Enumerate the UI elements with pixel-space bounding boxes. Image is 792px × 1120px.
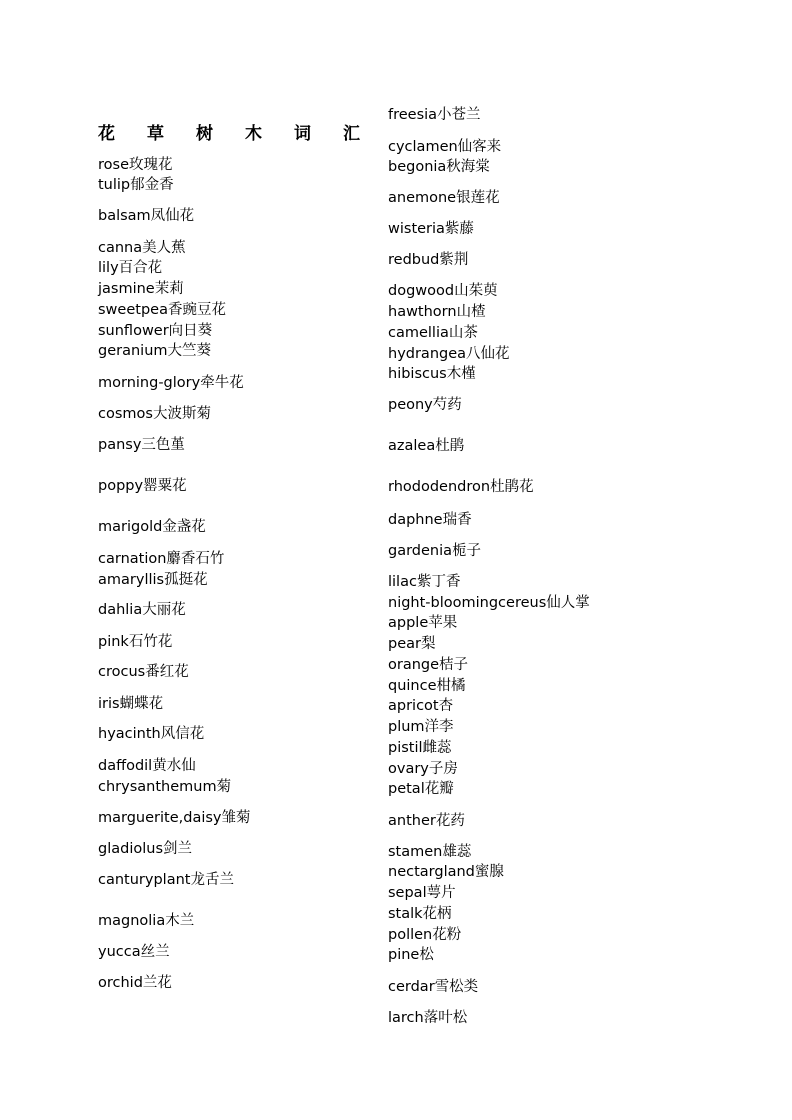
vocab-entry: pistil雌蕊 <box>388 740 452 756</box>
vocab-entry: poppy罂粟花 <box>98 478 187 494</box>
vocab-entry: apple苹果 <box>388 615 458 631</box>
vocab-entry: marguerite,daisy雏菊 <box>98 810 251 826</box>
vocab-entry: orange桔子 <box>388 657 469 673</box>
vocab-entry: anemone银莲花 <box>388 190 500 206</box>
vocab-entry: dahlia大丽花 <box>98 602 186 618</box>
vocab-entry: canturyplant龙舌兰 <box>98 872 234 888</box>
vocab-entry: tulip郁金香 <box>98 177 174 193</box>
vocab-entry: carnation麝香石竹 <box>98 551 225 567</box>
vocab-entry: daffodil黄水仙 <box>98 758 196 774</box>
title-char: 汇 <box>343 124 360 144</box>
vocab-entry: nectargland蜜腺 <box>388 864 504 880</box>
vocab-entry: gardenia栀子 <box>388 543 482 559</box>
vocab-entry: sepal萼片 <box>388 885 456 901</box>
vocab-entry: hawthorn山楂 <box>388 304 486 320</box>
vocab-entry: redbud紫荆 <box>388 252 469 268</box>
vocab-entry: daphne瑞香 <box>388 512 472 528</box>
vocab-entry: crocus番红花 <box>98 664 189 680</box>
title-char: 花 <box>98 124 115 144</box>
vocab-entry: cyclamen仙客来 <box>388 139 502 155</box>
title-char: 词 <box>294 124 311 144</box>
vocab-entry: pollen花粉 <box>388 927 462 943</box>
vocab-entry: amaryllis孤挺花 <box>98 572 208 588</box>
vocab-entry: hibiscus木槿 <box>388 366 476 382</box>
vocab-entry: begonia秋海棠 <box>388 159 490 175</box>
vocab-entry: azalea杜鹃 <box>388 438 465 454</box>
vocab-entry: geranium大竺葵 <box>98 343 212 359</box>
title-char: 树 <box>196 124 213 144</box>
vocab-entry: anther花药 <box>388 813 465 829</box>
vocab-entry: pansy三色堇 <box>98 437 185 453</box>
vocab-entry: marigold金盏花 <box>98 519 206 535</box>
vocab-entry: camellia山茶 <box>388 325 478 341</box>
vocab-entry: freesia小苍兰 <box>388 107 481 123</box>
vocab-entry: rhododendron杜鹃花 <box>388 479 534 495</box>
vocab-entry: hyacinth风信花 <box>98 726 205 742</box>
title-char: 木 <box>245 124 262 144</box>
vocab-entry: stamen雄蕊 <box>388 844 472 860</box>
title-char: 草 <box>147 124 164 144</box>
vocab-entry: chrysanthemum菊 <box>98 779 232 795</box>
vocab-entry: orchid兰花 <box>98 975 172 991</box>
vocab-entry: magnolia木兰 <box>98 913 195 929</box>
vocab-entry: sweetpea香豌豆花 <box>98 302 226 318</box>
vocab-entry: yucca丝兰 <box>98 944 170 960</box>
vocab-entry: stalk花柄 <box>388 906 452 922</box>
vocab-entry: night-bloomingcereus仙人掌 <box>388 595 590 611</box>
vocab-entry: larch落叶松 <box>388 1010 468 1026</box>
vocab-entry: peony芍药 <box>388 397 462 413</box>
vocab-entry: cosmos大波斯菊 <box>98 406 211 422</box>
vocab-entry: petal花瓣 <box>388 781 454 797</box>
vocab-entry: dogwood山茱萸 <box>388 283 498 299</box>
vocab-entry: morning-glory牵牛花 <box>98 375 244 391</box>
vocab-entry: pink石竹花 <box>98 634 173 650</box>
vocab-entry: balsam凤仙花 <box>98 208 195 224</box>
vocab-entry: ovary子房 <box>388 761 458 777</box>
vocab-entry: jasmine茉莉 <box>98 281 184 297</box>
vocab-entry: iris蝴蝶花 <box>98 696 164 712</box>
vocab-entry: plum洋李 <box>388 719 454 735</box>
vocab-entry: sunflower向日葵 <box>98 323 213 339</box>
vocab-entry: rose玫瑰花 <box>98 157 173 173</box>
vocab-entry: pear梨 <box>388 636 436 652</box>
vocab-entry: quince柑橘 <box>388 678 466 694</box>
vocab-entry: wisteria紫藤 <box>388 221 474 237</box>
vocab-entry: hydrangea八仙花 <box>388 346 510 362</box>
page-title <box>98 124 360 144</box>
vocab-entry: lily百合花 <box>98 260 163 276</box>
vocab-entry: cerdar雪松类 <box>388 979 479 995</box>
vocab-entry: canna美人蕉 <box>98 240 186 256</box>
vocab-entry: pine松 <box>388 947 434 963</box>
vocab-entry: lilac紫丁香 <box>388 574 461 590</box>
vocab-entry: gladiolus剑兰 <box>98 841 192 857</box>
vocab-entry: apricot杏 <box>388 698 454 714</box>
